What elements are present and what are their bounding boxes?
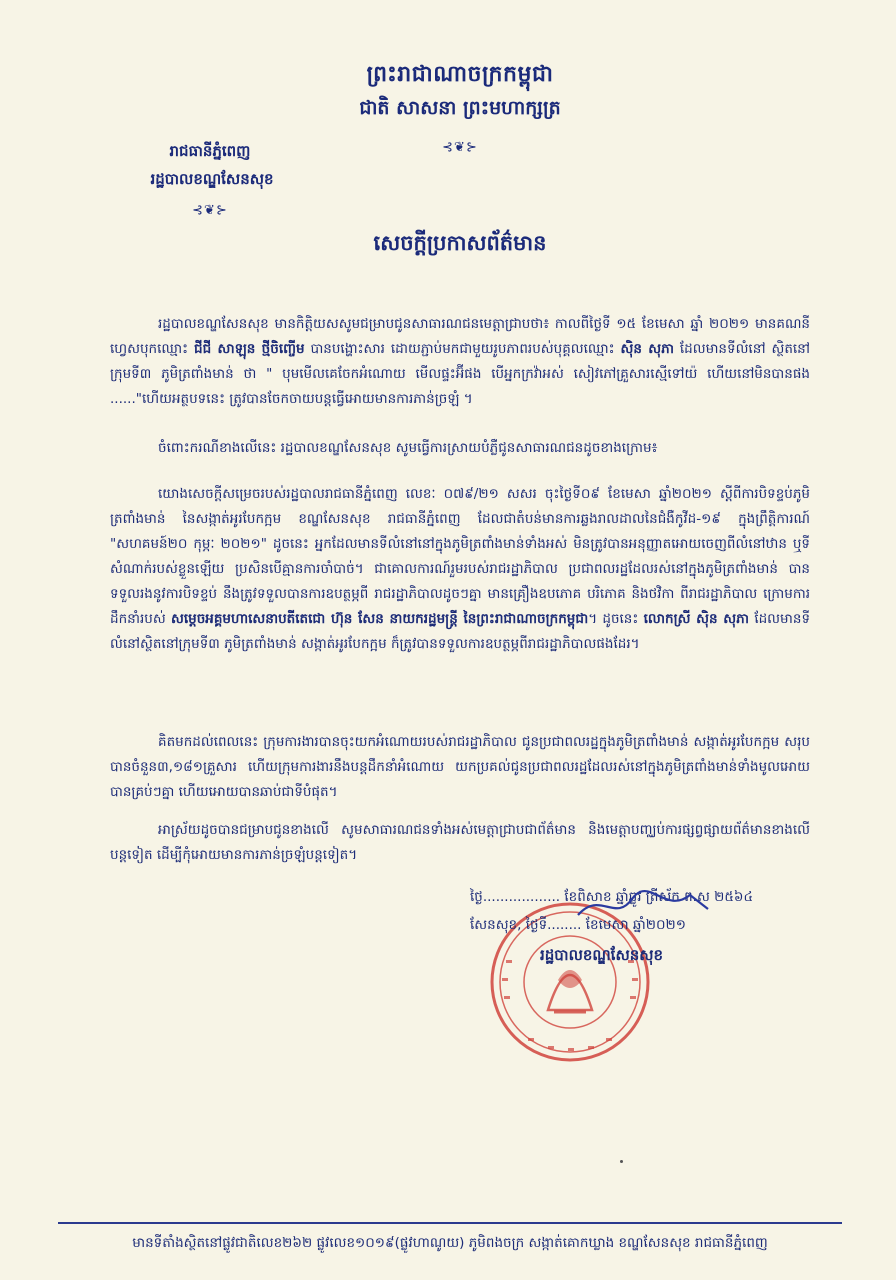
paragraph-4 bbox=[110, 730, 810, 805]
p1-text-c: បានបង្ហោះសារ ដោយភ្ជាប់មកជាមួយរូបភាពរបស់បុគ្គលឈ្មោះ bbox=[310, 341, 615, 357]
document-title: សេចក្តីប្រកាសព័ត៌មាន bbox=[373, 231, 547, 255]
facebook-account-name: ជីជី សាឡុន ថ្មីចិញ្ចើម bbox=[194, 341, 305, 357]
paragraph-2 bbox=[110, 436, 810, 461]
footer-divider bbox=[58, 1222, 842, 1224]
speck-mark bbox=[620, 1160, 623, 1163]
p3-text-a: យោងសេចក្តីសម្រេចរបស់រដ្ឋបាលរាជធានីភ្នំពេញ លេខៈ ០៧៩/២១ សសរ ចុះថ្ងៃទី០៩ ខែមេសា ឆ្នាំ២០២១ ស្តីពីការបិទខ្ទប់ភូមិត្រពាំងមាន់ នៃសង្កាត់អូរបែកក្អម ខណ្ឌសែនសុខ រាជធានីភ្នំពេញ ដែលជាតំបន់មានការឆ្លងរាលដាលនៃជំងឺកូវីដ-១៩ ក្នុងព្រឹត្តិការណ៍ "សហគមន៍២០ កុម្ភៈ ២០២១" ដូចនេះ អ្នកដែលមានទីលំនៅនៅក្នុងភូមិត្រពាំងមាន់ទាំងអស់ មិនត្រូវបានអនុញ្ញាតអោយចេញពីលំនៅឋាន ឬទីសំណាក់របស់ខ្លួនឡើយ ប្រសិនបើគ្មានការចាំបាច់។ ជាគោលការណ៍រួមរបស់រាជរដ្ឋាភិបាល ប្រជាពលរដ្ឋដែលរស់នៅក្នុងភូមិត្រពាំងមាន់ បានទទួលរងនូវការបិទខ្ទប់ នឹងត្រូវទទួលបានការឧបត្ថម្ភពី រាជរដ្ឋាភិបាលដូចៗគ្នា មានគ្រឿងឧបភោគ បរិភោគ និងថវិកា ពីរាជរដ្ឋាភិបាល ក្រោមការដឹកនាំរបស់ bbox=[110, 486, 810, 627]
paragraph-5 bbox=[110, 818, 810, 868]
header-ornament: ⊰❦⊱ bbox=[442, 140, 478, 155]
issuer-ornament: ⊰❦⊱ bbox=[192, 203, 228, 218]
p5-text: អាស្រ័យដូចបានជម្រាបជូនខាងលើ សូមសាធារណជនទាំងអស់មេត្តាជ្រាបជាព័ត៌មាន និងមេត្តាបញ្ឈប់ការផ្សព្វផ្សាយព័ត៌មានខាងលើបន្តទៀត ដើម្បីកុំអោយមានការភាន់ច្រឡំបន្តទៀត។ bbox=[110, 822, 810, 863]
p2-text: ចំពោះករណីខាងលើនេះ រដ្ឋបាលខណ្ឌសែនសុខ សូមធ្វើការស្រាយបំភ្លឺជូនសាធារណជនដូចខាងក្រោម៖ bbox=[158, 440, 658, 456]
signing-office: រដ្ឋបាលខណ្ឌសែនសុខ bbox=[540, 946, 664, 964]
prime-minister-title: សម្តេចអគ្គមហាសេនាបតីតេជោ ហ៊ុន សែន នាយករដ្ឋមន្ត្រី នៃព្រះរាជាណាចក្រកម្ពុជា bbox=[171, 611, 589, 627]
signature-icon bbox=[570, 885, 720, 925]
lunar-date: ថ្ងៃ.................. ខែពិសាខ ឆ្នាំឆ្លូវ ត្រីស័ក ព.ស ២៥៦៤ bbox=[470, 889, 754, 905]
p3-text-c: ។ ដូចនេះ bbox=[588, 611, 639, 627]
issuer-city: រាជធានីភ្នំពេញ bbox=[169, 142, 251, 160]
paragraph-3 bbox=[110, 482, 810, 657]
paragraph-1 bbox=[110, 312, 810, 412]
p4-text: គិតមកដល់ពេលនេះ ក្រុមការងារបានចុះយកអំណោយរបស់រាជរដ្ឋាភិបាល ជូនប្រជាពលរដ្ឋក្នុងភូមិត្រពាំងមាន់ សង្កាត់អូរបែកក្អម សរុបបានចំនួន៣,១៨១គ្រួសារ ហើយក្រុមការងារនឹងបន្តដឹកនាំអំណោយ យកប្រគល់ជូនប្រជាពលរដ្ឋដែលរស់នៅក្នុងភូមិត្រពាំងមាន់ទាំងមូលអោយបានគ្រប់ៗគ្នា ហើយអោយបានឆាប់ជាទីបំផុត។ bbox=[110, 734, 810, 800]
person-name: ស៊ិន សុភា bbox=[620, 341, 674, 357]
kingdom-heading: ព្រះរាជាណាចក្រកម្ពុជា bbox=[366, 62, 554, 87]
p3-text-e: ដែលមានទីលំនៅស្ថិតនៅក្រុមទី៣ ភូមិត្រពាំងមាន់ សង្កាត់អូរបែកក្អម ក៏ត្រូវបានទទួលការឧបត្ថម្ភពីរាជរដ្ឋាភិបាលផងដែរ។ bbox=[110, 611, 811, 652]
solar-date: សែនសុខ, ថ្ងៃទី........ ខែមេសា ឆ្នាំ២០២១ bbox=[470, 917, 686, 933]
p1-text-a: រដ្ឋបាលខណ្ឌសែនសុខ មានកិត្តិយសសូមជម្រាបជូនសាធារណជនមេត្តាជ្រាបថា៖ កាលពីថ្ងៃទី ១៥ ខែមេសា ឆ្នាំ ២០២១ មានគណនីហ្វេសបុកឈ្មោះ bbox=[110, 316, 810, 357]
p1-text-e: ដែលមានទីលំនៅ ស្ថិតនៅក្រុមទី៣ ភូមិត្រពាំងមាន់ ថា " បុមមើលគេចែកអំណោយ មើលផ្ទះអ៊ីផង បើអ្នកក្រវ៉ាអស់ សៀវភៅគ្រួសារស្មើទៅយ៉ ហើយនៅមិនបានផង ......"ហើយអត្ថបទនេះ ត្រូវបានចែកចាយបន្តធ្វើអោយមានការភាន់ច្រឡំ ។ bbox=[110, 341, 811, 407]
issuer-office: រដ្ឋបាលខណ្ឌសែនសុខ bbox=[150, 170, 274, 188]
person-name-2: លោកស្រី ស៊ិន សុភា bbox=[643, 611, 750, 627]
national-motto: ជាតិ សាសនា ព្រះមហាក្សត្រ bbox=[359, 97, 561, 119]
footer-address: មានទីតាំងស្ថិតនៅផ្លូវជាតិលេខ២៦២ ផ្លូវលេខ១០១៩(ផ្លូវហាណូយ) ភូមិពងចក្រ សង្កាត់គោកឃ្លាង ខណ្ឌសែនសុខ រាជធានីភ្នំពេញ bbox=[132, 1235, 768, 1251]
